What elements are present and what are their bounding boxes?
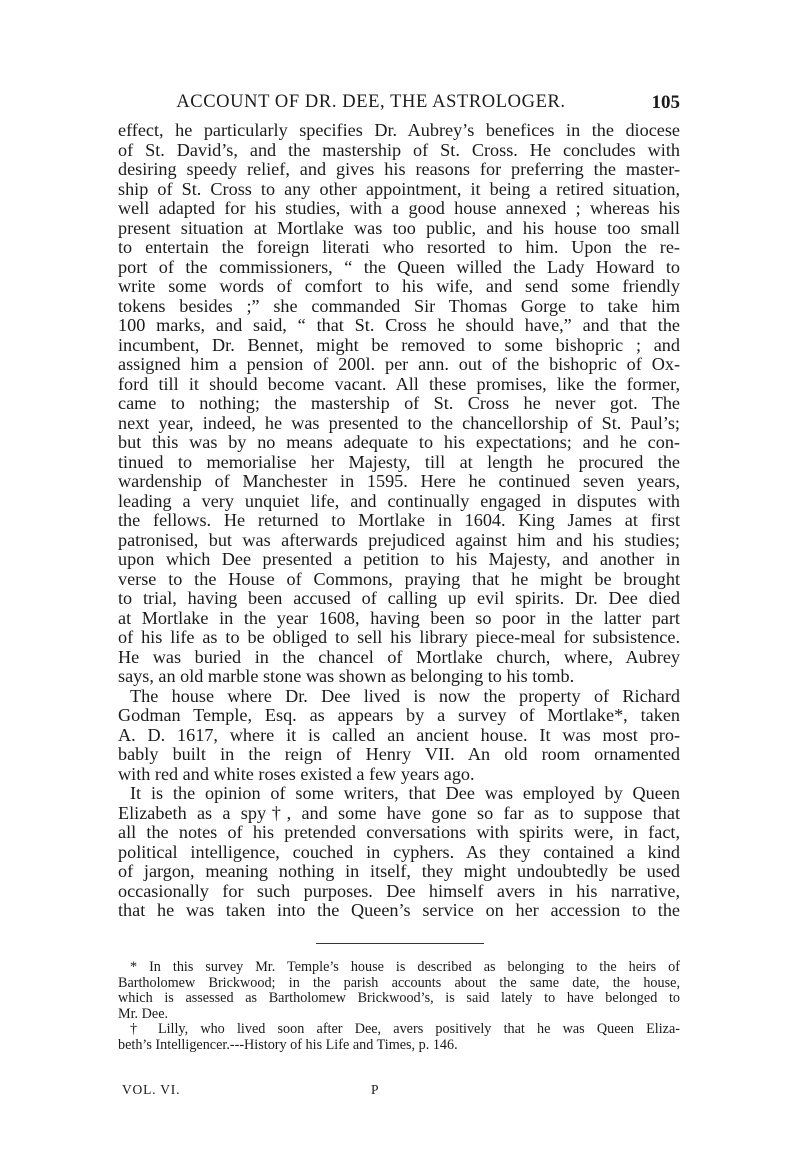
text-line: of jargon, meaning nothing in itself, they might undoubtedly be used	[118, 861, 680, 881]
text-line: assigned him a pension of 200l. per ann. out of the bishopric of Ox-	[118, 354, 680, 374]
text-line: effect, he particularly specifies Dr. Aubrey’s benefices in the diocese	[118, 120, 680, 140]
text-line: It is the opinion of some writers, that Dee was employed by Queen	[130, 783, 680, 803]
text-line: Elizabeth as a spy†, and some have gone so far as to suppose that	[118, 802, 680, 823]
text-line: that he was taken into the Queen’s service on her accession to the	[118, 900, 680, 920]
text-line: port of the commissioners, “ the Queen willed the Lady Howard to	[118, 256, 680, 277]
volume-mark: VOL. VI.	[122, 1082, 181, 1097]
text-line: present situation at Mortlake was too public, and his house too small	[118, 217, 680, 238]
text-line: to entertain the foreign literati who resorted to him. Upon the re-	[118, 237, 680, 257]
text-line: ford till it should become vacant. All these promises, like the former,	[118, 373, 680, 394]
text-line: The house where Dr. Dee lived is now the property of Richard	[130, 685, 680, 706]
text-line: with red and white roses existed a few years ago.	[118, 763, 475, 784]
text-line: incumbent, Dr. Bennet, might be removed to some bishopric ; and	[118, 334, 680, 355]
text-line: desiring speedy relief, and gives his reasons for preferring the master-	[118, 159, 680, 179]
footnote-line: * In this survey Mr. Temple’s house is described as belonging to the heirs of	[130, 959, 680, 975]
text-line: Godman Temple, Esq. as appears by a survey of Mortlake*, taken	[118, 705, 680, 725]
signature-letter: P	[371, 1082, 380, 1097]
page-number: 105	[651, 92, 680, 113]
text-line: at Mortlake in the year 1608, having been so poor in the latter part	[118, 607, 680, 628]
text-line: ship of St. Cross to any other appointment, it being a retired situation,	[118, 178, 680, 199]
running-title: ACCOUNT OF DR. DEE, THE ASTROLOGER.	[176, 92, 566, 112]
body-text	[118, 121, 680, 921]
text-line: patronised, but was afterwards prejudiced against him and his studies;	[118, 529, 680, 550]
text-line: wardenship of Manchester in 1595. Here he continued seven years,	[118, 471, 680, 491]
printer-signature	[118, 1082, 680, 1100]
text-line: all the notes of his pretended conversations with spirits were, in fact,	[118, 822, 680, 842]
footnote-line: Mr. Dee.	[118, 1005, 169, 1022]
text-line: upon which Dee presented a petition to his Majesty, and another in	[118, 549, 680, 569]
footnote-line: Bartholomew Brickwood; in the parish accounts about the same date, the house,	[118, 974, 680, 991]
footnote-line: which is assessed as Bartholomew Brickwood’s, is said lately to have belonged to	[118, 990, 680, 1007]
text-line: the fellows. He returned to Mortlake in 1604. King James at first	[118, 510, 680, 530]
text-line: next year, indeed, he was presented to the chancellorship of St. Paul’s;	[118, 412, 680, 433]
text-line: of his life as to be obliged to sell his library piece-meal for subsistence.	[118, 627, 680, 647]
text-line: bably built in the reign of Henry VII. An old room ornamented	[118, 744, 680, 764]
text-line: to trial, having been accused of calling up evil spirits. Dr. Dee died	[118, 588, 680, 608]
text-line: well adapted for his studies, with a good house annexed ; whereas his	[118, 198, 680, 218]
text-line: but this was by no means adequate to his expectations; and he con-	[118, 432, 680, 452]
text-line: leading a very unquiet life, and continually engaged in disputes with	[118, 490, 680, 511]
text-line: write some words of comfort to his wife, and send some friendly	[118, 276, 680, 296]
text-line: verse to the House of Commons, praying that he might be brought	[118, 568, 680, 589]
text-line: He was buried in the chancel of Mortlake church, where, Aubrey	[118, 646, 680, 667]
text-line: political intelligence, couched in cyphers. As they contained a kind	[118, 841, 680, 862]
running-header	[118, 92, 680, 116]
footnotes	[118, 960, 680, 1054]
text-line: came to nothing; the mastership of St. Cross he never got. The	[118, 393, 680, 413]
footnote-line: † Lilly, who lived soon after Dee, avers positively that he was Queen Eliza-	[130, 1021, 680, 1038]
text-line: A. D. 1617, where it is called an ancient house. It was most pro-	[118, 724, 680, 745]
text-line: 100 marks, and said, “ that St. Cross he should have,” and that the	[118, 315, 680, 335]
text-line: says, an old marble stone was shown as belonging to his tomb.	[118, 666, 575, 686]
text-line: tokens besides ;” she commanded Sir Thomas Gorge to take him	[118, 295, 680, 316]
footnote-divider	[316, 943, 484, 944]
text-line: occasionally for such purposes. Dee himself avers in his narrative,	[118, 880, 680, 901]
footnote-line: beth’s Intelligencer.---History of his Life and Times, p. 146.	[118, 1036, 458, 1053]
text-line: tinued to memorialise her Majesty, till at length he procured the	[118, 451, 680, 472]
text-line: of St. David’s, and the mastership of St. Cross. He concludes with	[118, 139, 680, 160]
